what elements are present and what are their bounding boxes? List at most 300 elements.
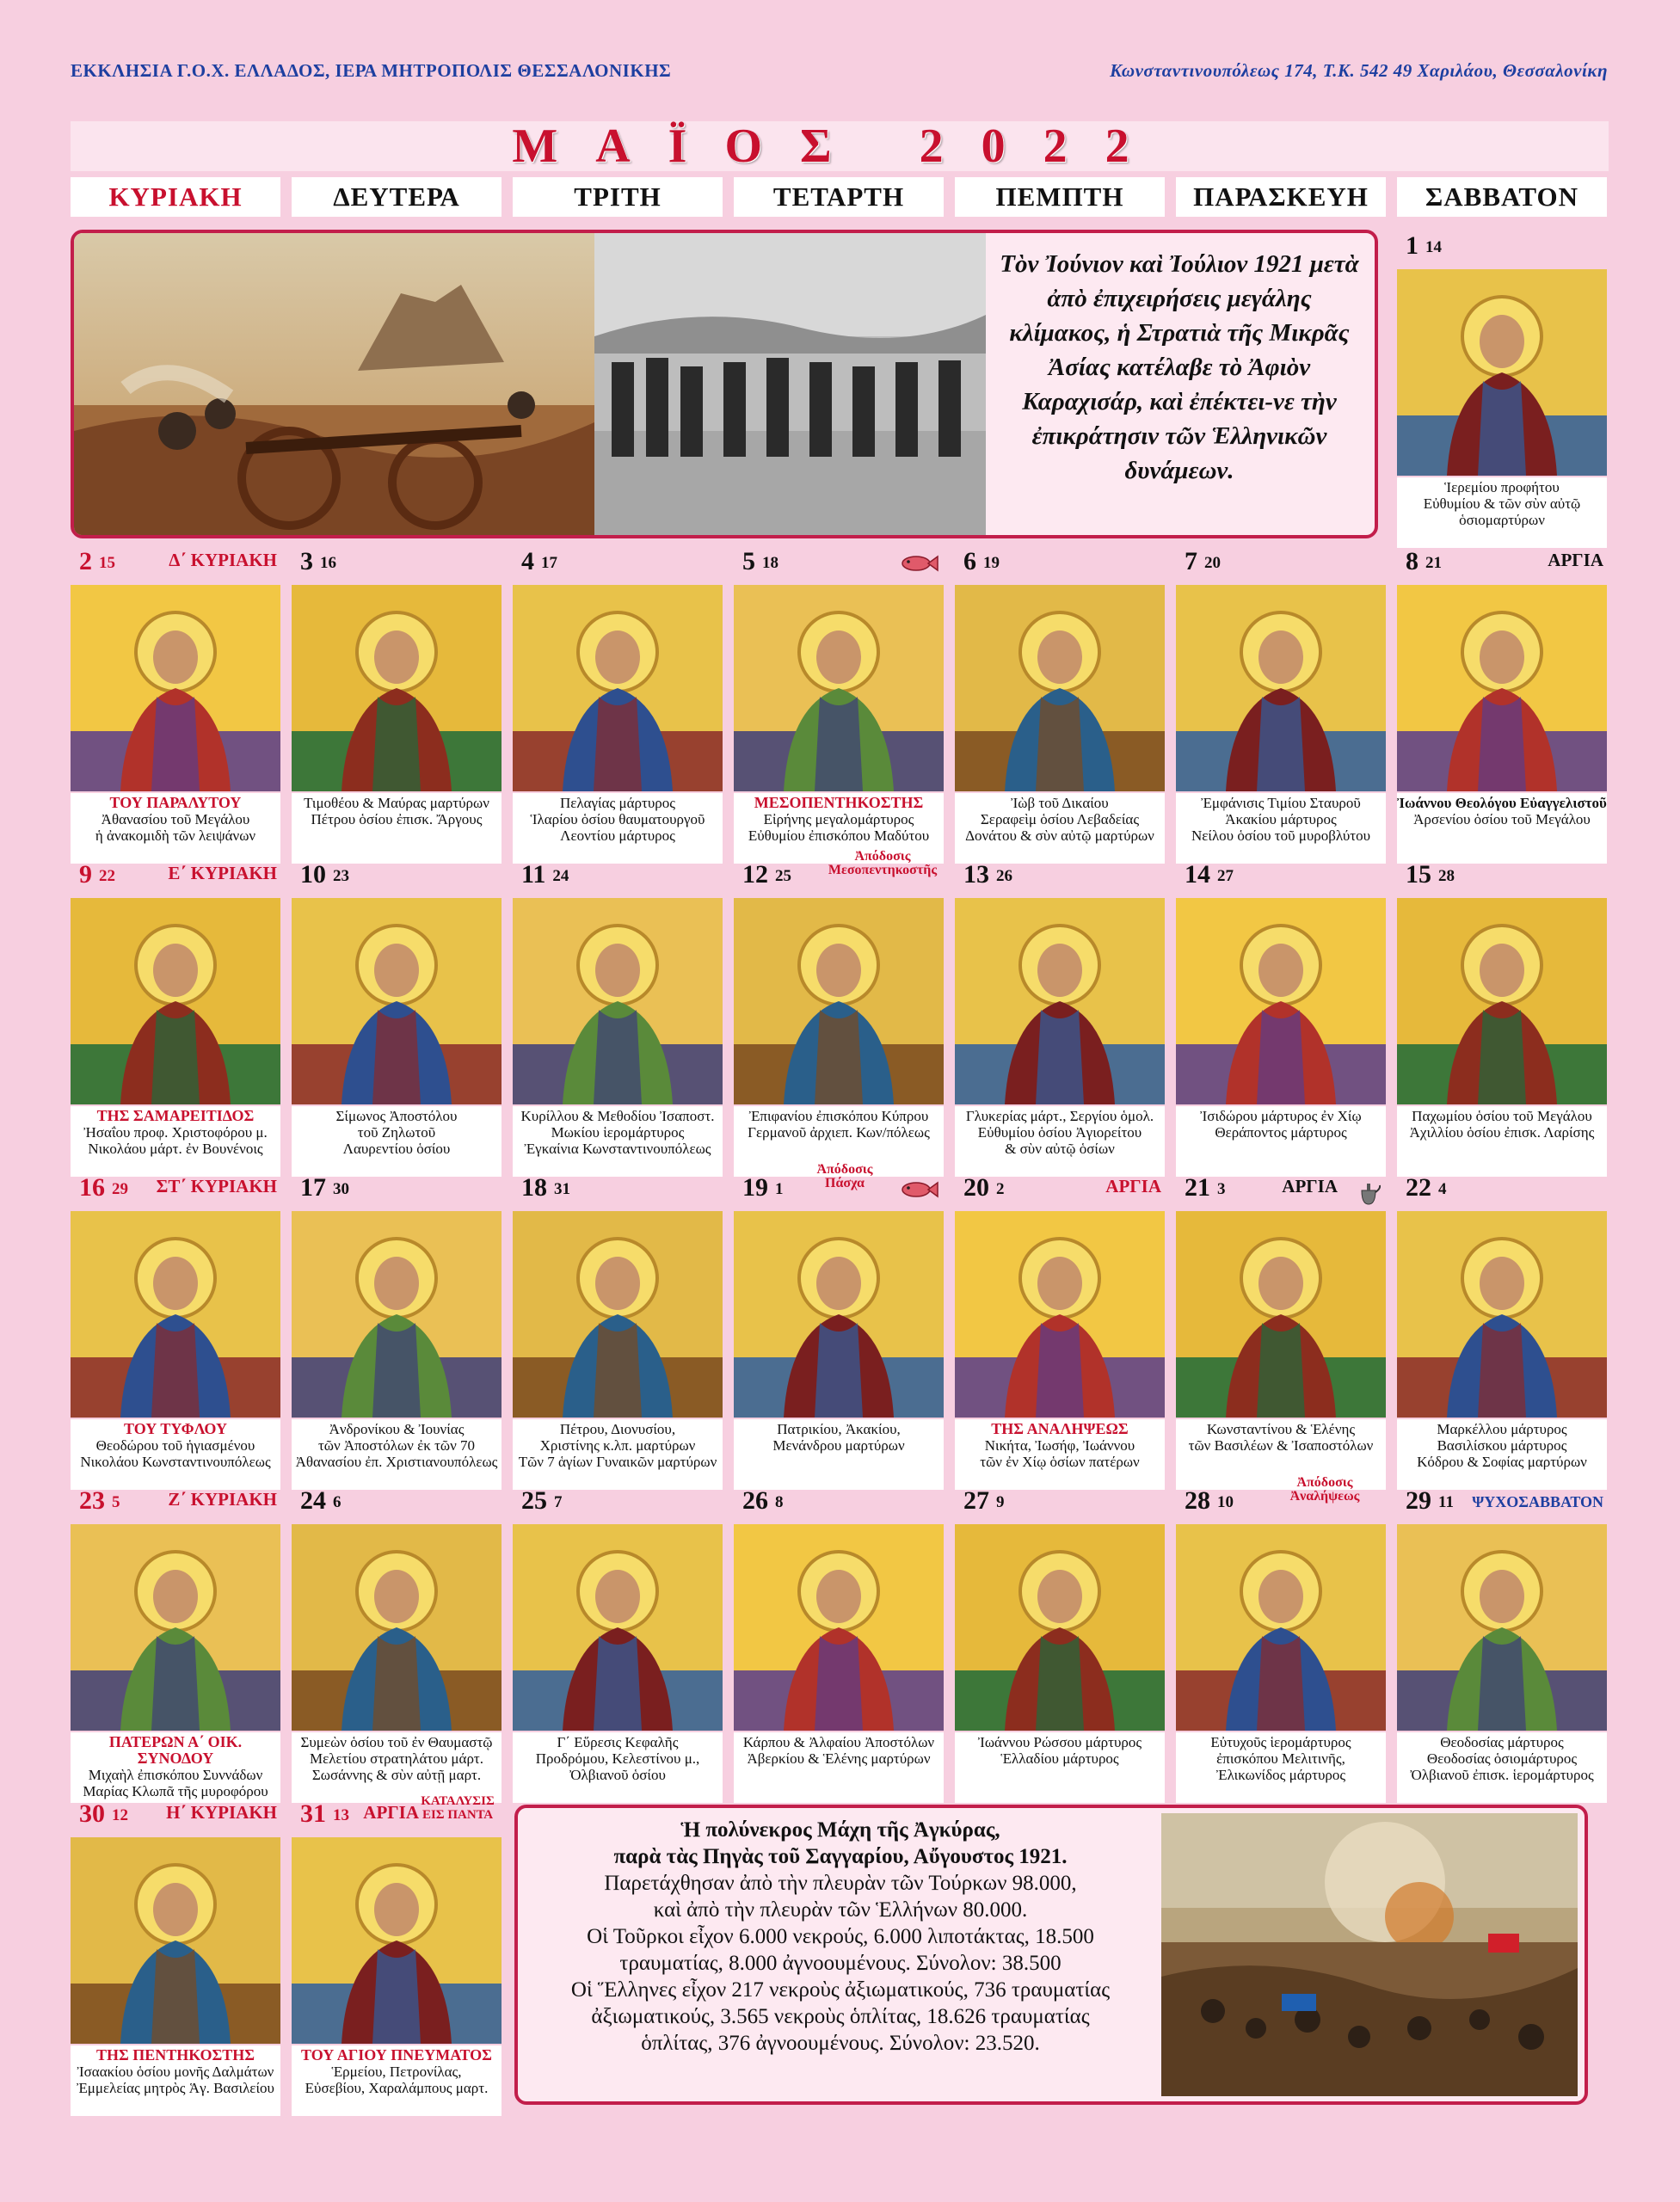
commemoration-line: Θεοδοσίας μάρτυρος [1440,1734,1564,1750]
ankara-battle-painting-image [1161,1813,1578,2096]
apodosis-label: Ἀπόδοσις Ἀναλήψεως [1289,1475,1360,1504]
day-number [521,547,557,576]
old-calendar-date: 29 [112,1180,128,1198]
old-calendar-date: 28 [1438,867,1455,885]
day-caption [71,2045,280,2116]
day-number [1185,1173,1226,1202]
new-calendar-date: 5 [742,547,755,575]
saint-icon-image [734,585,944,791]
day-number [300,1799,349,1829]
saint-icon-image [1397,1524,1607,1731]
old-calendar-date: 31 [554,1180,570,1198]
intro-text: Τὸν Ἰούνιον καὶ Ἰούλιον 1921 μετὰ ἀπὸ ἐπιχειρήσεις μεγάλης κλίμακος, ἡ Στρατιὰ τῆς Μικρᾶς Ἀσίας κατέλαβε τὸ Ἀφιὸν Καραχισάρ, καὶ ἐπέκτει-νε τὴν ἐπικράτησιν τῶν Ἑλληνικῶν δυνάμεων. [1000,250,1359,484]
new-calendar-date: 1 [1406,231,1418,260]
battle-painting-image [74,233,594,535]
feast-title: ΤΗΣ ΣΑΜΑΡΕΙΤΙΔΟΣ [96,1107,255,1124]
battle-subtitle: παρὰ τὰς Πηγὰς τοῦ Σαγγαρίου, Αὔγουστος 1921. [613,1845,1068,1868]
commemoration-line: Πελαγίας μάρτυρος [559,795,675,811]
soldiers-photo-image [594,233,986,535]
commemoration-line: Ἀρσενίου ὁσίου τοῦ Μεγάλου [1413,811,1591,827]
commemoration-line: Ἀθανασίου ἐπ. Χριστιανουπόλεως [295,1454,498,1470]
weekday-friday: ΠΑΡΑΣΚΕΥΗ [1176,177,1386,217]
saint-icon-image [513,898,723,1104]
commemoration-line: Ἀθανασίου τοῦ Μεγάλου [101,811,250,827]
commemoration-line: Ἀνδρονίκου & Ἰουνίας [329,1421,465,1437]
saint-icon-image [1176,1211,1386,1418]
saint-icon-image [955,585,1165,791]
commemoration-line: ὁσιομαρτύρων [1459,512,1545,528]
saint-icon-image [1397,898,1607,1104]
saint-icon-image [955,1524,1165,1731]
commemoration-line: τοῦ Ζηλωτοῦ [357,1124,436,1141]
commemoration-line: Μελετίου στρατηλάτου μάρτ. [309,1750,484,1767]
day-caption [71,1732,280,1803]
battle-info-line: ὁπλίτας, 376 ἀγνοουμένους. Σύνολον: 23.520. [641,2032,1040,2055]
saint-icon-image [71,1837,280,2044]
day-cell-6 [955,547,1165,862]
commemoration-line: Εὐσεβίου, Χαραλάμπους μαρτ. [305,2080,489,2096]
header-organization: ΕΚΚΛΗΣΙΑ Γ.Ο.Χ. ΕΛΛΑΔΟΣ, ΙΕΡΑ ΜΗΤΡΟΠΟΛΙΣ ΘΕΣΣΑΛΟΝΙΚΗΣ [71,60,672,81]
new-calendar-date: 7 [1185,547,1197,575]
day-caption [292,1419,502,1490]
commemoration-line: Μαρίας Κλωπᾶ τῆς μυροφόρου [83,1783,268,1799]
commemoration-line: Σωσάννης & σὺν αὐτῇ μαρτ. [311,1767,482,1783]
new-calendar-date: 25 [521,1486,547,1515]
saint-icon-image [1397,585,1607,791]
saint-icon-image [955,898,1165,1104]
old-calendar-date: 23 [333,867,349,885]
day-number [300,860,349,889]
old-calendar-date: 6 [333,1493,342,1511]
saint-icon-image [71,585,280,791]
day-cell-11 [513,860,723,1175]
old-calendar-date: 8 [775,1493,784,1511]
day-caption [513,1106,723,1177]
day-cell-7 [1176,547,1386,862]
commemoration-line: Ἀχιλλίου ὁσίου ἐπισκ. Λαρίσης [1409,1124,1595,1141]
day-caption [513,1419,723,1490]
battle-info-line: Οἱ Τοῦρκοι εἶχον 6.000 νεκρούς, 6.000 λιποτάκτας, 18.500 [587,1925,1094,1948]
day-cell-19 [734,1162,944,1488]
fish-icon [901,1180,938,1203]
day-number [1185,547,1221,576]
commemoration-line: Ἰωάννου Θεολόγου Εὐαγγελιστοῦ [1397,795,1607,811]
old-calendar-date: 18 [762,554,778,572]
day-caption [513,793,723,864]
day-cell-15 [1397,860,1607,1175]
commemoration-line: Ἠσαΐου προφ. Χριστοφόρου μ. [83,1124,268,1141]
commemoration-line: & σὺν αὐτῷ ὁσίων [1005,1141,1115,1157]
feast-title: ΤΗΣ ΑΝΑΛΗΨΕΩΣ [991,1420,1129,1437]
commemoration-line: Ἰὼβ τοῦ Δικαίου [1011,795,1109,811]
old-calendar-date: 13 [333,1806,349,1824]
commemoration-line: Νείλου ὁσίου τοῦ μυροβλύτου [1191,827,1371,844]
old-calendar-date: 3 [1217,1180,1226,1198]
commemoration-line: Ἐμφάνισις Τιμίου Σταυροῦ [1201,795,1361,811]
commemoration-line: Ἰωάννου Ρώσσου μάρτυρος [977,1734,1142,1750]
old-calendar-date: 25 [775,867,791,885]
commemoration-line: Μαρκέλλου μάρτυρος [1437,1421,1567,1437]
new-calendar-date: 13 [963,860,989,889]
intro-panel [71,230,1378,538]
day-caption [1176,1106,1386,1177]
commemoration-line: Σεραφεὶμ ὁσίου Λεβαδείας [980,811,1140,827]
day-number [963,547,1000,576]
day-cell-24 [292,1486,502,1801]
commemoration-line: Εὐθυμίου ὁσίου Ἀγιορείτου [977,1124,1142,1141]
new-calendar-date: 29 [1406,1486,1431,1515]
day-number [1406,1173,1447,1202]
day-caption [71,793,280,864]
saint-icon-image [513,1524,723,1731]
feast-title: ΜΕΣΟΠΕΝΤΗΚΟΣΤΗΣ [754,794,924,811]
commemoration-line: Χριστίνης κ.λπ. μαρτύρων [539,1437,696,1454]
feast-title: ΠΑΤΕΡΩΝ Α΄ ΟΙΚ. ΣΥΝΟΔΟΥ [108,1733,243,1767]
day-caption [71,1106,280,1177]
saint-icon-image [71,1211,280,1418]
day-caption [1397,1106,1607,1177]
header-address: Κωνσταντινουπόλεως 174, Τ.Κ. 542 49 Χαριλάου, Θεσσαλονίκη [1110,60,1608,81]
commemoration-line: Θεοδώρου τοῦ ἡγιασμένου [95,1437,255,1454]
day-tag: ΑΡΓΙΑ [1548,550,1603,570]
saint-icon-image [513,1211,723,1418]
old-calendar-date: 5 [112,1493,120,1511]
new-calendar-date: 2 [79,547,92,575]
calendar-title-bar [71,121,1609,171]
commemoration-line: Πέτρου, Διονυσίου, [559,1421,676,1437]
new-calendar-date: 22 [1406,1173,1431,1202]
day-cell-2 [71,547,280,862]
commemoration-line: Γερμανοῦ ἀρχιεπ. Κων/πόλεως [748,1124,930,1141]
commemoration-line: Κόδρου & Σοφίας μαρτύρων [1417,1454,1587,1470]
old-calendar-date: 14 [1425,238,1442,256]
commemoration-line: Παχωμίου ὁσίου τοῦ Μεγάλου [1412,1108,1592,1124]
day-cell-16 [71,1173,280,1488]
saint-icon-image [71,898,280,1104]
day-cell-26 [734,1486,944,1801]
commemoration-line: Νικολάου Κωνσταντινουπόλεως [80,1454,271,1470]
saint-icon-image [292,1211,502,1418]
saint-icon-image [292,1524,502,1731]
day-number [1185,860,1234,889]
day-caption [955,1419,1165,1490]
day-number [742,1486,784,1516]
weekday-thursday: ΠΕΜΠΤΗ [955,177,1165,217]
saint-icon-image [1397,269,1607,476]
day-cell-21 [1176,1173,1386,1488]
commemoration-line: Ἀκακίου μάρτυρος [1225,811,1337,827]
battle-info-line: ἀξιωματικούς, 3.565 νεκροὺς ὁπλίτας, 18.626 τραυματίας [591,2005,1090,2028]
day-number [300,1173,349,1202]
new-calendar-date: 28 [1185,1486,1210,1515]
day-number [742,860,791,889]
battle-info-line: Οἱ Ἕλληνες εἶχον 217 νεκροὺς ἀξιωματικούς, 736 τραυματίας [570,1978,1111,2002]
battle-info-panel [514,1805,1588,2105]
feast-title: ΤΟΥ ΑΓΙΟΥ ΠΝΕΥΜΑΤΟΣ [301,2046,492,2064]
day-cell-20 [955,1173,1165,1488]
day-caption [1176,1732,1386,1803]
new-calendar-date: 17 [300,1173,326,1202]
day-cell-17 [292,1173,502,1488]
commemoration-line: Ἰσαακίου ὁσίου μονῆς Δαλμάτων [77,2064,274,2080]
new-calendar-date: 3 [300,547,313,575]
commemoration-line: Γ΄ Εὕρεσις Κεφαλῆς [557,1734,679,1750]
battle-info-line: καὶ ἀπὸ τὴν πλευρὰν τῶν Ἑλλήνων 80.000. [653,1898,1028,1922]
apodosis-label: Ἀπόδοσις Μεσοπεντηκοστῆς [828,849,938,877]
commemoration-line: Ἐγκαίνια Κωνσταντινουπόλεως [524,1141,711,1157]
day-number [1406,547,1442,576]
old-calendar-date: 24 [552,867,569,885]
commemoration-line: Βασιλίσκου μάρτυρος [1437,1437,1567,1454]
day-cell-3 [292,547,502,862]
weekday-wednesday: ΤΕΤΑΡΤΗ [734,177,944,217]
feast-title: ΤΟΥ ΠΑΡΑΛΥΤΟΥ [109,794,242,811]
day-caption [292,1732,502,1803]
old-calendar-date: 4 [1438,1180,1447,1198]
weekday-sunday: ΚΥΡΙΑΚΗ [71,177,280,217]
day-number [1185,1486,1234,1516]
day-cell-1 [1397,231,1607,546]
new-calendar-date: 6 [963,547,976,575]
old-calendar-date: 30 [333,1180,349,1198]
old-calendar-date: 2 [996,1180,1005,1198]
commemoration-line: Λεοντίου μάρτυρος [560,827,675,844]
day-number [79,1799,128,1829]
commemoration-line: Ἐλικωνίδος μάρτυρος [1215,1767,1346,1783]
commemoration-line: Ὀλβιανοῦ ὁσίου [569,1767,666,1783]
old-calendar-date: 12 [112,1806,128,1824]
commemoration-line: Εὐτυχοῦς ἱερομάρτυρος [1210,1734,1351,1750]
saint-icon-image [1176,898,1386,1104]
day-cell-31 [292,1794,502,2114]
weekday-header-row [71,177,1609,217]
day-cell-30 [71,1799,280,2114]
battle-title: Ἡ πολύνεκρος Μάχη τῆς Ἀγκύρας, [680,1818,1000,1842]
saint-icon-image [292,585,502,791]
commemoration-line: Συμεὼν ὁσίου τοῦ ἐν Θαυμαστῷ [300,1734,493,1750]
commemoration-line: Εὐθυμίου ἐπισκόπου Μαδύτου [748,827,930,844]
day-cell-25 [513,1486,723,1801]
commemoration-line: Μωκίου ἱερομάρτυρος [551,1124,685,1141]
day-cell-22 [1397,1173,1607,1488]
commemoration-line: Ἱερεμίου προφήτου [1444,479,1560,495]
day-cell-12 [734,849,944,1175]
saint-icon-image [513,585,723,791]
saint-icon-image [71,1524,280,1731]
day-caption [1397,477,1607,548]
commemoration-line: Κυρίλλου & Μεθοδίου Ἰσαποστ. [520,1108,715,1124]
saint-icon-image [734,898,944,1104]
new-calendar-date: 16 [79,1173,105,1202]
commemoration-line: τῶν Ἀποστόλων ἐκ τῶν 70 [317,1437,476,1454]
new-calendar-date: 10 [300,860,326,889]
commemoration-line: Τῶν 7 ἁγίων Γυναικῶν μαρτύρων [518,1454,717,1470]
old-calendar-date: 9 [996,1493,1005,1511]
day-tag: Η΄ ΚΥΡΙΑΚΗ [166,1802,277,1823]
day-number [742,1173,784,1202]
oil-jug-icon [1357,1180,1381,1210]
commemoration-line: Νικήτα, Ἰωσήφ, Ἰωάννου [984,1437,1135,1454]
commemoration-line: Ἀβερκίου & Ἑλένης μαρτύρων [747,1750,931,1767]
commemoration-line: Ἐμμελείας μητρὸς Ἁγ. Βασιλείου [77,2080,274,2096]
day-tag: ΑΡΓΙΑ [363,1802,419,1823]
commemoration-line: Ἱλαρίου ὁσίου θαυματουργοῦ [530,811,705,827]
fast-free-label: ΚΑΤΑΛΥΣΙΣ ΕΙΣ ΠΑΝΤΑ [421,1794,495,1822]
day-caption [734,1419,944,1490]
new-calendar-date: 19 [742,1173,768,1202]
saint-icon-image [734,1211,944,1418]
day-number [1406,860,1455,889]
new-calendar-date: 31 [300,1799,326,1828]
saint-icon-image [1176,585,1386,791]
new-calendar-date: 14 [1185,860,1210,889]
commemoration-line: Πέτρου ὁσίου ἐπισκ. Ἄργους [311,811,483,827]
apodosis-label: Ἀπόδοσις Πάσχα [816,1162,873,1190]
day-tag: Ε΄ ΚΥΡΙΑΚΗ [168,863,277,883]
commemoration-line: Ἑρμείου, Πετρονίλας, [331,2064,462,2080]
day-cell-23 [71,1486,280,1801]
commemoration-line: ἡ ἀνακομιδὴ τῶν λειψάνων [95,827,256,844]
commemoration-line: Γλυκερίας μάρτ., Σεργίου ὁμολ. [965,1108,1154,1124]
day-number [79,547,115,576]
battle-info-line: τραυματίας, 8.000 ἀγνοουμένους. Σύνολον: 38.500 [619,1952,1062,1975]
day-cell-8 [1397,547,1607,862]
day-tag: ΑΡΓΙΑ [1105,1176,1161,1196]
day-number [300,547,336,576]
new-calendar-date: 18 [521,1173,547,1202]
battle-info-text [526,1817,1154,2057]
new-calendar-date: 27 [963,1486,989,1515]
saint-icon-image [955,1211,1165,1418]
new-calendar-date: 26 [742,1486,768,1515]
day-tag: Δ΄ ΚΥΡΙΑΚΗ [169,550,277,570]
new-calendar-date: 15 [1406,860,1431,889]
day-caption [1397,793,1607,864]
day-cell-10 [292,860,502,1175]
commemoration-line: Εὐθυμίου & τῶν σὺν αὐτῷ [1423,495,1581,512]
new-calendar-date: 23 [79,1486,105,1515]
battle-info-line: Παρετάχθησαν ἀπὸ τὴν πλευρὰν τῶν Τούρκων 98.000, [604,1872,1077,1895]
day-number [963,1173,1005,1202]
day-number [1406,1486,1454,1516]
commemoration-line: Ἰσιδώρου μάρτυρος ἐν Χίῳ [1200,1108,1362,1124]
day-cell-14 [1176,860,1386,1175]
weekday-saturday: ΣΑΒΒΑΤΟΝ [1397,177,1607,217]
new-calendar-date: 24 [300,1486,326,1515]
day-caption [955,1732,1165,1803]
commemoration-line: τῶν ἐν Χίῳ ὁσίων πατέρων [980,1454,1140,1470]
day-number [963,860,1012,889]
day-caption [1397,1732,1607,1803]
old-calendar-date: 19 [983,554,1000,572]
old-calendar-date: 27 [1217,867,1234,885]
day-number [79,1486,120,1516]
old-calendar-date: 21 [1425,554,1442,572]
new-calendar-date: 21 [1185,1173,1210,1202]
old-calendar-date: 1 [775,1180,784,1198]
new-calendar-date: 11 [521,860,546,889]
day-cell-29 [1397,1486,1607,1801]
new-calendar-date: 30 [79,1799,105,1828]
old-calendar-date: 16 [320,554,336,572]
commemoration-line: Λαυρεντίου ὁσίου [342,1141,451,1157]
feast-title: ΤΟΥ ΤΥΦΛΟΥ [124,1420,227,1437]
commemoration-line: Ὀλβιανοῦ ἐπισκ. ἱερομάρτυρος [1410,1767,1594,1783]
day-caption [955,1106,1165,1177]
day-caption [734,1732,944,1803]
day-number [79,860,115,889]
day-caption [955,793,1165,864]
saint-icon-image [292,1837,502,2044]
day-number [300,1486,342,1516]
new-calendar-date: 4 [521,547,534,575]
commemoration-line: Κάρπου & Ἀλφαίου Ἀποστόλων [742,1734,935,1750]
day-tag: ΣΤ΄ ΚΥΡΙΑΚΗ [156,1176,277,1196]
saint-icon-image [734,1524,944,1731]
commemoration-line: Θεράποντος μάρτυρος [1215,1124,1347,1141]
new-calendar-date: 8 [1406,547,1418,575]
day-number [742,547,778,576]
calendar-title: ΜΑΪΟΣ 2022 [512,120,1167,173]
old-calendar-date: 26 [996,867,1012,885]
commemoration-line: Κωνσταντίνου & Ἑλένης [1206,1421,1356,1437]
weekday-tuesday: ΤΡΙΤΗ [513,177,723,217]
weekday-monday: ΔΕΥΤΕΡΑ [292,177,502,217]
day-cell-27 [955,1486,1165,1801]
day-number [963,1486,1005,1516]
day-cell-28 [1176,1475,1386,1801]
day-caption [513,1732,723,1803]
day-number [521,1486,563,1516]
commemoration-line: Ἐπιφανίου ἐπισκόπου Κύπρου [748,1108,929,1124]
commemoration-line: ἐπισκόπου Μελιτινῆς, [1216,1750,1345,1767]
day-caption [1397,1419,1607,1490]
saint-icon-image [1176,1524,1386,1731]
day-number [521,860,569,889]
commemoration-line: Εἰρήνης μεγαλομάρτυρος [763,811,914,827]
day-tag: ΨΥΧΟΣΑΒΒΑΤΟΝ [1472,1493,1603,1510]
day-caption [292,1106,502,1177]
commemoration-line: Πατρικίου, Ἀκακίου, [777,1421,901,1437]
saint-icon-image [1397,1211,1607,1418]
day-cell-4 [513,547,723,862]
old-calendar-date: 10 [1217,1493,1234,1511]
day-caption [292,793,502,864]
new-calendar-date: 9 [79,860,92,889]
commemoration-line: Προδρόμου, Κελεστίνου μ., [535,1750,700,1767]
commemoration-line: Δονάτου & σὺν αὐτῷ μαρτύρων [965,827,1154,844]
day-caption [292,2045,502,2116]
day-number [521,1173,570,1202]
day-cell-9 [71,860,280,1175]
day-tag: Ζ΄ ΚΥΡΙΑΚΗ [168,1489,277,1510]
day-tag: ΑΡΓΙΑ [1282,1176,1338,1196]
commemoration-line: Μιχαὴλ ἐπισκόπου Συννάδων [88,1767,263,1783]
new-calendar-date: 12 [742,860,768,889]
commemoration-line: Σίμωνος Ἀποστόλου [335,1108,458,1124]
old-calendar-date: 20 [1204,554,1221,572]
day-number [79,1173,128,1202]
old-calendar-date: 22 [99,867,115,885]
commemoration-line: Μενάνδρου μαρτύρων [772,1437,905,1454]
old-calendar-date: 7 [554,1493,563,1511]
saint-icon-image [292,898,502,1104]
day-cell-18 [513,1173,723,1488]
commemoration-line: Ἑλλαδίου μάρτυρος [1000,1750,1119,1767]
commemoration-line: Νικολάου μάρτ. ἐν Βουνένοις [88,1141,263,1157]
new-calendar-date: 20 [963,1173,989,1202]
feast-title: ΤΗΣ ΠΕΝΤΗΚΟΣΤΗΣ [95,2046,255,2064]
